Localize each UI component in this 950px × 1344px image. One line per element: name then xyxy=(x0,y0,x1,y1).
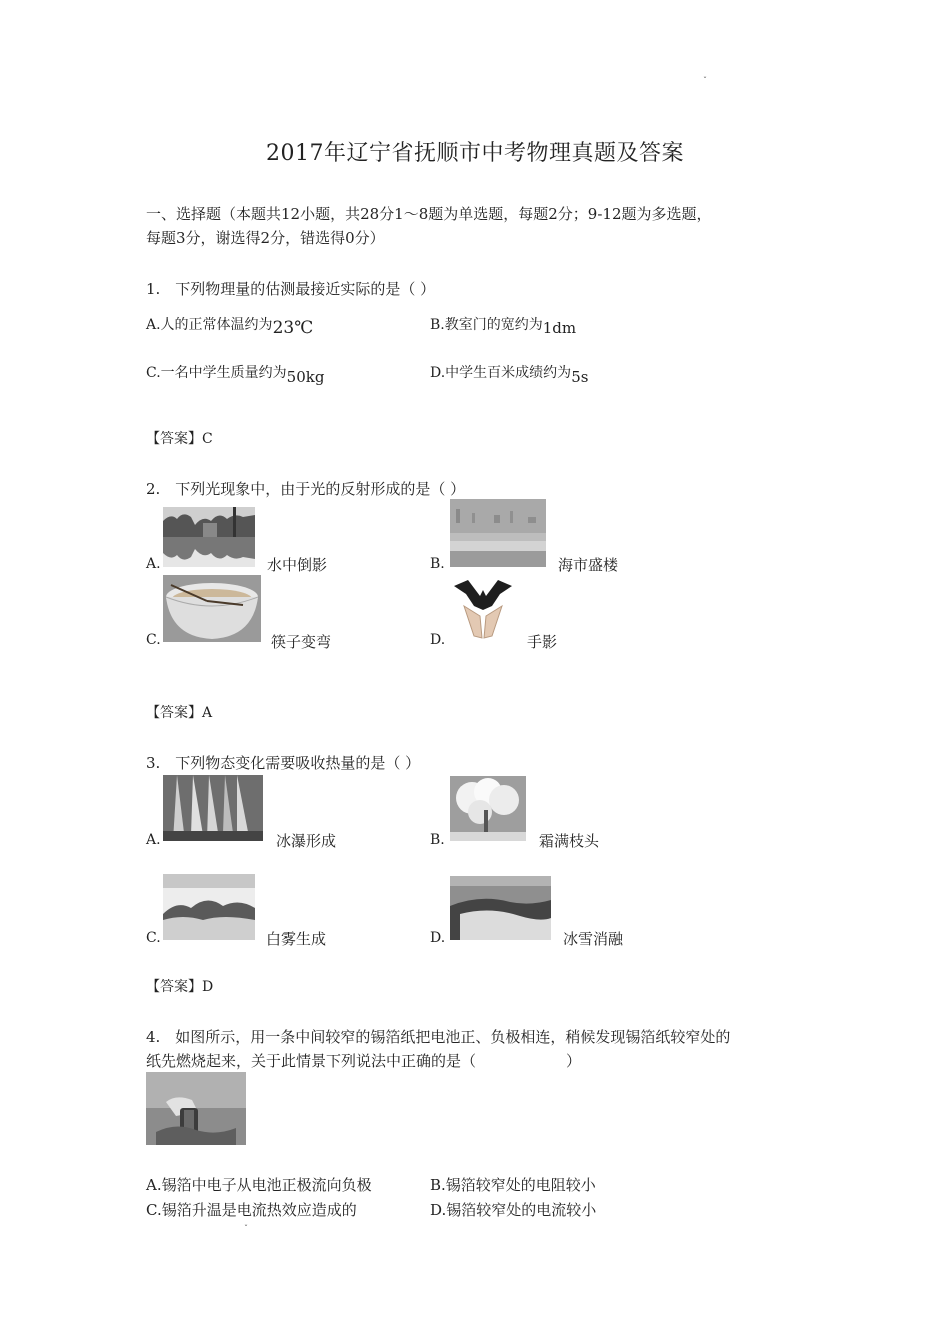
q4-option-d: D.锡箔较窄处的电流较小 xyxy=(430,1201,597,1219)
q1-option-c-text: C.一名中学生质量约为 xyxy=(146,365,287,381)
bottom-mark: ˇ xyxy=(244,1224,248,1233)
q2-option-d-letter: D. xyxy=(430,632,446,648)
q3-option-d-label: 冰雪消融 xyxy=(563,930,624,948)
foil-battery-image xyxy=(146,1072,246,1145)
q1-answer: 【答案】C xyxy=(146,431,213,447)
q2-option-a-label: 水中倒影 xyxy=(267,556,328,574)
q3-answer: 【答案】D xyxy=(146,979,214,995)
q4-stem-line2: 纸先燃烧起来，关于此情景下列说法中正确的是（ ） xyxy=(146,1052,582,1070)
q1-stem: 1. 下列物理量的估测最接近实际的是（ ） xyxy=(146,280,436,298)
section-instructions-line1: 一、选择题（本题共12小题，共28分1～8题为单选题，每题2分；9-12题为多选题， xyxy=(146,205,712,223)
q3-option-a-letter: A. xyxy=(146,832,161,848)
q3-stem: 3. 下列物态变化需要吸收热量的是（ ） xyxy=(146,754,421,772)
q1-option-c xyxy=(146,362,325,386)
q3-option-d-letter: D. xyxy=(430,930,446,946)
q2-option-d-label: 手影 xyxy=(527,633,558,651)
q1-option-b-value: 1dm xyxy=(542,319,577,337)
q4-stem-line1: 4. 如图所示，用一条中间较窄的锡箔纸把电池正、负极相连，稍候发现锡箔纸较窄处的 xyxy=(146,1028,731,1046)
q3-option-c-label: 白雾生成 xyxy=(266,930,327,948)
frozen-waterfall-image xyxy=(163,775,263,841)
q1-option-c-value: 50kg xyxy=(286,368,325,386)
q4-option-a: A.锡箔中电子从电池正极流向负极 xyxy=(146,1176,372,1194)
q2-stem: 2. 下列光现象中，由于光的反射形成的是（ ） xyxy=(146,480,466,498)
q1-option-a-text: A.人的正常体温约为 xyxy=(146,317,273,333)
q2-answer: 【答案】A xyxy=(146,705,213,721)
q3-option-a-label: 冰瀑形成 xyxy=(276,832,337,850)
q2-option-c-label: 筷子变弯 xyxy=(271,633,332,651)
q3-option-b-label: 霜满枝头 xyxy=(539,832,600,850)
q4-option-b: B.锡箔较窄处的电阻较小 xyxy=(430,1176,596,1194)
page-title: 2017年辽宁省抚顺市中考物理真题及答案 xyxy=(266,141,684,166)
q2-option-c-letter: C. xyxy=(146,632,161,648)
mirage-image xyxy=(450,499,546,567)
section-instructions-line2: 每题3分，谢选得2分，错选得0分） xyxy=(146,229,385,247)
q3-option-b-letter: B. xyxy=(430,832,445,848)
q4-option-c: C.锡箔升温是电流热效应造成的 xyxy=(146,1201,357,1219)
q1-option-b xyxy=(430,314,577,337)
hand-shadow-image xyxy=(450,576,516,642)
q1-option-d xyxy=(430,362,589,386)
q1-option-b-text: B.教室门的宽约为 xyxy=(430,317,543,333)
q2-option-a-letter: A. xyxy=(146,556,161,572)
bent-chopsticks-bowl-image xyxy=(163,575,261,642)
q3-option-c-letter: C. xyxy=(146,930,161,946)
white-fog-image xyxy=(163,874,255,940)
corner-mark: ˇ xyxy=(703,76,707,85)
q2-option-b-letter: B. xyxy=(430,556,445,572)
q1-option-d-text: D.中学生百米成绩约为 xyxy=(430,365,572,381)
frosted-branches-image xyxy=(450,776,526,841)
q1-option-d-value: 5s xyxy=(571,368,589,386)
reflection-in-water-image xyxy=(163,507,255,567)
q1-option-a-value: 23℃ xyxy=(272,318,314,338)
q1-option-a xyxy=(146,314,314,338)
q2-option-b-label: 海市盛楼 xyxy=(558,556,619,574)
melting-ice-image xyxy=(450,876,551,940)
